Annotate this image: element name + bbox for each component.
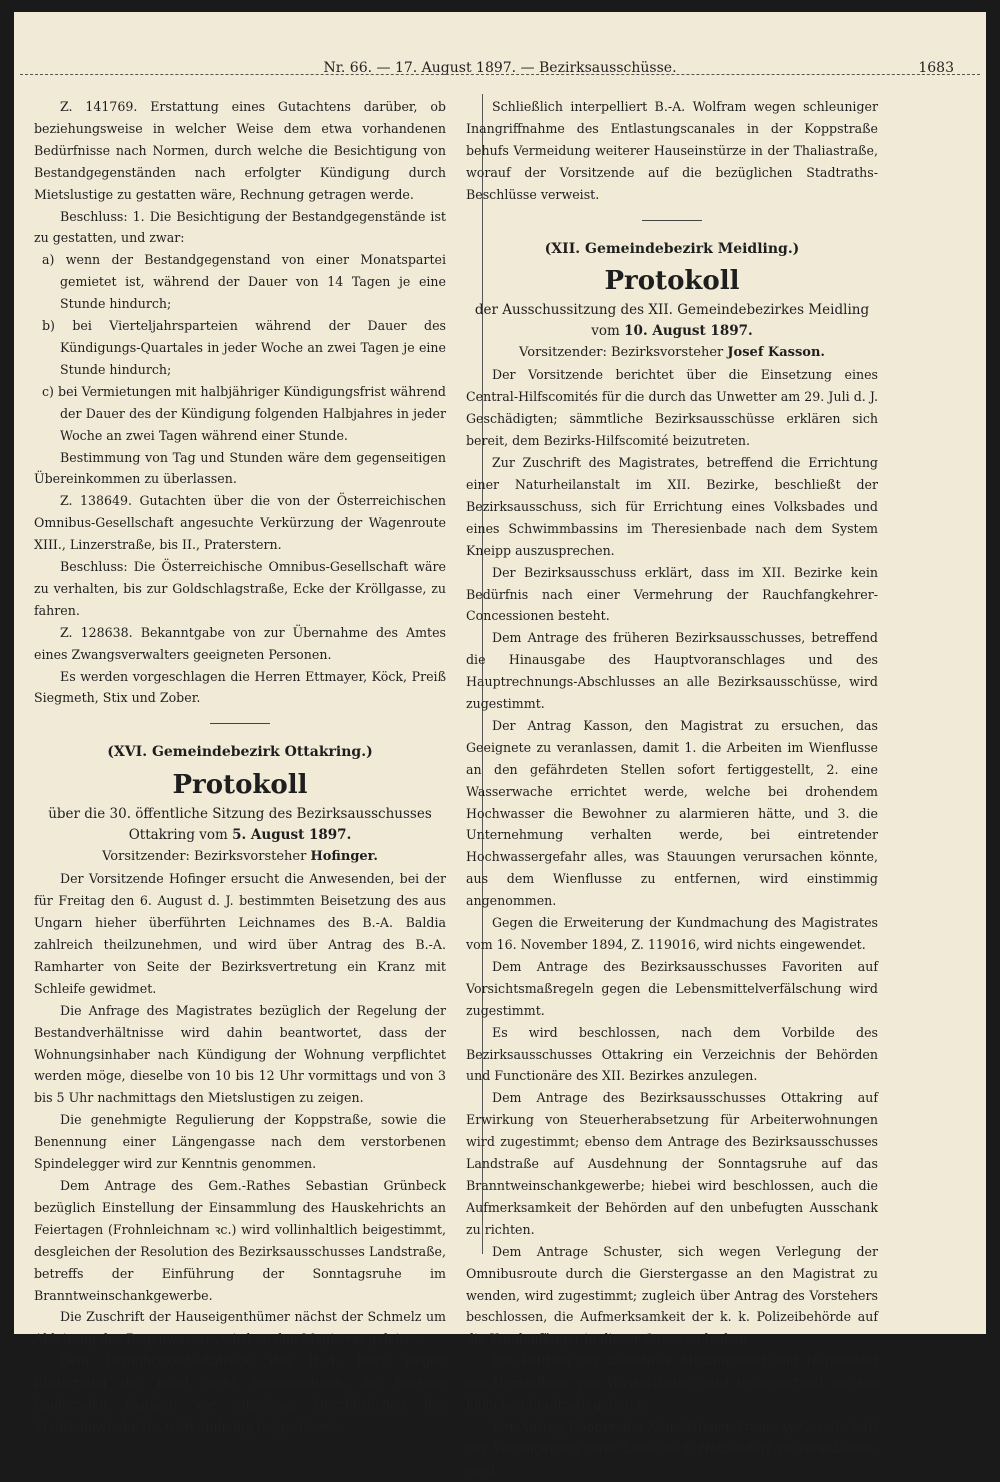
chair-label: Vorsitzender: Bezirksvorsteher bbox=[102, 849, 307, 865]
paragraph: Die Petition der Bewohner Altmannsdorf und Hetzendorf um Herstellung von Wasserläufen wird befürwortend an den löblichen Stadtrath geleitet. bbox=[466, 1353, 878, 1413]
page-number: 1683 bbox=[918, 60, 954, 76]
paragraph: Der Antrag Kasson, den Magistrat zu ersuchen, das Geeignete zu veranlassen, damit 1. die Arbeiten im Wienflusse an den gefährdeten Stellen sofort fertiggestellt, 2. eine Wasserwache errichtet werde, welche bei drohendem Hochwasser die Bewohner zu alarmieren hätte, und 3. die Unternehmung verhalten werde, bei eintretender Hochwassergefahr alles, was Stauungen verursachen könnte, aus dem Wienflusse zu entfernen, wird einstimmig angenommen. bbox=[466, 717, 878, 909]
protocol-title: Protokoll bbox=[604, 266, 740, 297]
issue-line: Nr. 66. — 17. August 1897. — Bezirksausschüsse. bbox=[323, 60, 677, 76]
paragraph: Der Vorsitzende Hofinger ersucht die Anwesenden, bei der für Freitag den 6. August d. J. bestimmten Beisetzung des aus Ungarn hieher überführten Leichnames des B.-A. Baldia zahlreich theilzunehmen, und wird über Antrag des B.-A. Ramharter von Seite der Bezirksvertretung ein Kranz mit Schleife gewidmet. bbox=[34, 871, 446, 996]
paragraph: Es werden vorgeschlagen die Herren Ettmayer, Köck, Preiß Siegmeth, Stix und Zober. bbox=[34, 668, 446, 706]
subtitle-text: der Ausschussitzung des XII. Gemeindebezirkes Meidling vom bbox=[474, 302, 870, 340]
header-rule bbox=[20, 74, 980, 75]
paragraph: Die Anfrage des Magistrates bezüglich der Regelung der Bestandverhältnisse wird dahin beantwortet, dass der Wohnungsinhaber nach Kündigung der Wohnung verpflichtet werden möge, dieselbe von 10 bis 12 Uhr vormittags und von 3 bis 5 Uhr nachmittags den Mietslustigen zu zeigen. bbox=[34, 1002, 446, 1106]
paragraph: Dem Antrage des früheren Bezirksausschusses, betreffend die Hinausgabe des Hauptvoranschlages und des Hauptrechnungs-Abschlusses an alle Bezirksausschüsse, wird zugestimmt. bbox=[466, 630, 878, 712]
page-header bbox=[46, 60, 954, 82]
section-separator bbox=[642, 220, 702, 221]
protocol-title: Protokoll bbox=[172, 770, 308, 801]
paragraph: Z. 128638. Bekanntgabe von zur Übernahme des Amtes eines Zwangsverwalters geeigneten Personen. bbox=[34, 624, 446, 662]
section-heading: (XVI. Gemeindebezirk Ottakring.) bbox=[107, 744, 373, 761]
list-item: b) bei Vierteljahrsparteien während der Dauer des Kündigungs-Quartales in jeder Woche an zwei Tagen je eine Stunde hindurch; bbox=[42, 318, 446, 377]
paragraph: Dem Antrage des Bezirksausschusses Favoriten auf Vorsichtsmaßregeln gegen die Lebensmittelverfälschung wird zugestimmt. bbox=[466, 958, 878, 1018]
paragraph: Dem Antrage Schuster, sich wegen Verlegung der Omnibusroute durch die Gierstergasse an den Magistrat zu wenden, wird zugestimmt; zugleich über Antrag des Vorstehers beschlossen, die Aufmerksamkeit der k. k. Polizeibehörde auf die Kundenfänger in dieser Gasse zu lenken. bbox=[466, 1243, 878, 1347]
paragraph: Dem Antrage des Bezirksausschusses Ottakring auf Erwirkung von Steuerherabsetzung für Arbeiterwohnungen wird zugestimmt; ebenso dem Antrage des Bezirksausschusses Landstraße auf Ausdehnung der Sonntagsruhe auf das Branntweinschankgewerbe; hiebei wird beschlossen, auch die Aufmerksamkeit der Behörden auf den unbefugten Ausschank zu richten. bbox=[466, 1090, 878, 1237]
protocol-subtitle bbox=[466, 300, 878, 342]
subtitle-text: über die 30. öffentliche Sitzung des Bezirksausschusses Ottakring vom bbox=[48, 806, 432, 844]
paragraph: Dem Dringlichkeits-Antrage des B.-A. Pany wegen Entfernung der nicht mehr nothwendigen, die Passage hindernden Planken vor einzelnen Durchbrüchen des Stadtbahnviaductes wird einhellig beigestimmt. bbox=[34, 1353, 446, 1434]
section-heading: (XII. Gemeindebezirk Meidling.) bbox=[544, 240, 800, 257]
paragraph: Beschluss: 1. Die Besichtigung der Bestandgegenstände ist zu gestatten, und zwar: bbox=[34, 208, 446, 246]
paragraph: Gegen die Erweiterung der Kundmachung des Magistrates vom 16. November 1894, Z. 119016, wird nichts eingewendet. bbox=[466, 915, 878, 952]
paragraph: Die genehmigte Regulierung der Koppstraße, sowie die Benennung einer Längengasse nach dem verstorbenen Spindelegger wird zur Kenntnis genommen. bbox=[34, 1112, 446, 1172]
section-separator bbox=[210, 723, 270, 724]
right-column bbox=[466, 96, 878, 1482]
paragraph: Dem Antrage des Gem.-Rathes Sebastian Grünbeck bezüglich Einstellung der Einsammlung des Hauskehrichts an Feiertagen (Frohnleichnam ꝛc.) wird vollinhaltlich beigestimmt, desgleichen der Resolution des Bezirksausschusses Landstraße, betreffs der Einführung der Sonntagsruhe im Branntweinschankgewerbe. bbox=[34, 1177, 446, 1303]
paragraph: Es wird beschlossen, nach dem Vorbilde des Bezirksausschusses Ottakring ein Verzeichnis der Behörden und Functionäre des XII. Bezirkes anzulegen. bbox=[466, 1024, 878, 1084]
left-column bbox=[34, 96, 446, 1438]
paragraph: Der Vorsitzende berichtet über die Einsetzung eines Central-Hilfscomités für die durch das Unwetter am 29. Juli d. J. Geschädigten; sämmtliche Bezirksausschüsse erklären sich bereit, dem Bezirks-Hilfscomité beizutreten. bbox=[466, 367, 878, 449]
chair-label: Vorsitzender: Bezirksvorsteher bbox=[519, 345, 724, 361]
paragraph: Der Antrag Donner, die Neue Wiener Tramway-Gesellschaft zur Verlängerung ihrer Linie nach Hetzendorf zu veranlassen, wird bbox=[466, 1418, 878, 1478]
protocol-subtitle bbox=[34, 804, 446, 846]
paragraph: Z. 141769. Erstattung eines Gutachtens darüber, ob beziehungsweise in welcher Weise dem etwa vorhandenen Bedürfnisse nach Normen, durch welche die Besichtigung von Bestandgegenständen nach erfolgter Kündigung durch Mietslustige zu gestatten wäre, Rechnung getragen werde. bbox=[34, 99, 446, 202]
chair-line bbox=[34, 846, 446, 868]
paragraph: Z. 138649. Gutachten über die von der Österreichischen Omnibus-Gesellschaft angesuchte Verkürzung der Wagenroute XIII., Linzerstraße, bis II., Praterstern. bbox=[34, 493, 446, 553]
chair-name: Josef Kasson. bbox=[727, 345, 825, 361]
session-date: 10. August 1897. bbox=[624, 323, 753, 340]
list-item: a) wenn der Bestandgegenstand von einer Monatspartei gemietet ist, während der Dauer von 14 Tagen je eine Stunde hindurch; bbox=[42, 252, 446, 312]
paragraph: Bestimmung von Tag und Stunden wäre dem gegenseitigen Übereinkommen zu überlassen. bbox=[34, 449, 446, 487]
paragraph: Schließlich interpelliert B.-A. Wolfram wegen schleuniger Inangriffnahme des Entlastungscanales in der Koppstraße behufs Vermeidung weiterer Hauseinstürze in der Thaliastraße, worauf der Vorsitzende auf die bezüglichen Stadtraths-Beschlüsse verweist. bbox=[466, 99, 878, 202]
chair-name: Hofinger. bbox=[310, 849, 378, 865]
session-date: 5. August 1897. bbox=[232, 827, 352, 844]
paragraph: Die Zuschrift der Hauseigenthümer nächst der Schmelz um Ableitung des Regenwassers wird an den Magistrat geleitet. bbox=[34, 1309, 446, 1347]
paragraph: Zur Zuschrift des Magistrates, betreffend die Errichtung einer Naturheilanstalt im XII. Bezirke, beschließt der Bezirksausschuss, sich für Errichtung eines Volksbades und eines Schwimmbassins im Theresienbade nach dem System Kneipp auszusprechen. bbox=[466, 455, 878, 558]
list-item: c) bei Vermietungen mit halbjähriger Kündigungsfrist während der Dauer des der Kündigung folgenden Halbjahres in jeder Woche an zwei Tagen während einer Stunde. bbox=[42, 383, 446, 443]
paragraph: Der Bezirksausschuss erklärt, dass im XII. Bezirke kein Bedürfnis nach einer Vermehrung der Rauchfangkehrer-Concessionen besteht. bbox=[466, 564, 878, 624]
chair-line bbox=[466, 342, 878, 364]
paragraph: Beschluss: Die Österreichische Omnibus-Gesellschaft wäre zu verhalten, bis zur Goldschlagstraße, Ecke der Kröllgasse, zu fahren. bbox=[34, 559, 446, 618]
